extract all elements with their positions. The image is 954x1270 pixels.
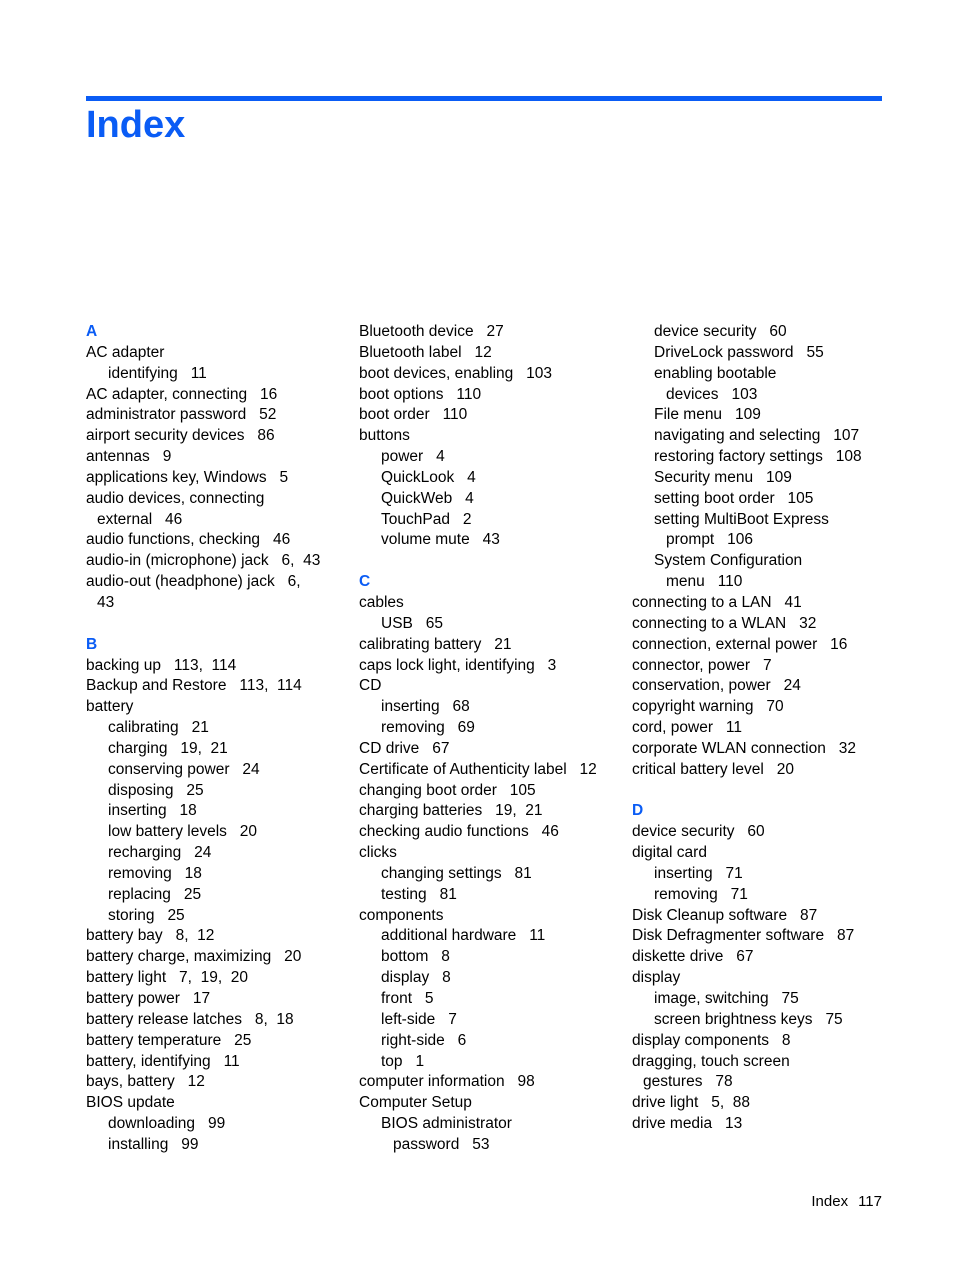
- index-entry: Disk Cleanup software 87: [632, 906, 818, 924]
- index-entry: battery charge, maximizing 20: [86, 948, 302, 966]
- index-entry: components: [359, 906, 444, 924]
- index-entry: Bluetooth label 12: [359, 343, 492, 361]
- index-subentry: removing 18: [108, 864, 202, 882]
- index-entry: battery light 7, 19, 20: [86, 969, 248, 987]
- index-entry: audio-out (headphone) jack 6,: [86, 573, 301, 591]
- index-subentry: external 46: [97, 510, 183, 528]
- index-subentry: QuickLook 4: [381, 468, 476, 486]
- index-column-3: [632, 322, 862, 1135]
- index-subentry: 43: [97, 593, 115, 611]
- index-entry: AC adapter: [86, 343, 165, 361]
- footer-label: Index: [811, 1193, 849, 1210]
- index-subentry: devices 103: [666, 385, 758, 403]
- index-entry: airport security devices 86: [86, 427, 275, 445]
- index-subentry: inserting 68: [381, 698, 470, 716]
- index-entry: connector, power 7: [632, 656, 772, 674]
- index-entry: antennas 9: [86, 448, 172, 466]
- index-entry: conservation, power 24: [632, 677, 801, 695]
- index-subentry: installing 99: [108, 1135, 199, 1153]
- index-subentry: inserting 71: [654, 864, 743, 882]
- index-entry: boot options 110: [359, 385, 482, 403]
- title-rule: [86, 96, 882, 101]
- index-subentry: DriveLock password 55: [654, 343, 824, 361]
- index-letter-heading: B: [86, 635, 98, 653]
- index-entry: cord, power 11: [632, 719, 742, 737]
- index-subentry: bottom 8: [381, 948, 450, 966]
- index-subentry: password 53: [393, 1135, 490, 1153]
- index-subentry: top 1: [381, 1052, 425, 1070]
- index-entry: audio-in (microphone) jack 6, 43: [86, 552, 321, 570]
- index-subentry: USB 65: [381, 614, 444, 632]
- index-entry: caps lock light, identifying 3: [359, 656, 557, 674]
- index-subentry: setting MultiBoot Express: [654, 510, 829, 528]
- index-entry: digital card: [632, 844, 707, 862]
- index-entry: critical battery level 20: [632, 760, 794, 778]
- index-subentry: image, switching 75: [654, 990, 799, 1007]
- index-entry: checking audio functions 46: [359, 823, 559, 841]
- page-footer: [811, 1192, 882, 1212]
- index-subentry: inserting 18: [108, 802, 197, 820]
- index-entry: applications key, Windows 5: [86, 468, 289, 486]
- index-entry: corporate WLAN connection 32: [632, 739, 857, 757]
- index-subentry: device security 60: [654, 323, 787, 340]
- index-subentry: additional hardware 11: [381, 927, 546, 945]
- index-subentry: charging 19, 21: [108, 739, 228, 757]
- index-column-1: [86, 322, 320, 1156]
- index-subentry: setting boot order 105: [654, 489, 814, 507]
- index-subentry: recharging 24: [108, 844, 212, 862]
- index-entry: backing up 113, 114: [86, 656, 237, 674]
- index-subentry: Security menu 109: [654, 468, 792, 486]
- index-subentry: gestures 78: [643, 1073, 733, 1091]
- index-entry: boot order 110: [359, 406, 468, 424]
- index-entry: audio devices, connecting: [86, 489, 265, 507]
- index-entry: connecting to a WLAN 32: [632, 614, 817, 632]
- index-letter-heading: D: [632, 802, 644, 820]
- index-subentry: replacing 25: [108, 885, 202, 903]
- index-spacer: [359, 551, 597, 572]
- index-letter-heading: C: [359, 573, 371, 591]
- index-subentry: QuickWeb 4: [381, 489, 474, 507]
- index-entry: device security 60: [632, 823, 765, 841]
- index-entry: boot devices, enabling 103: [359, 364, 553, 382]
- index-entry: drive light 5, 88: [632, 1094, 751, 1112]
- index-subentry: right-side 6: [381, 1031, 467, 1049]
- index-entry: connecting to a LAN 41: [632, 593, 802, 611]
- index-entry: BIOS update: [86, 1094, 175, 1112]
- index-entry: battery, identifying 11: [86, 1052, 240, 1070]
- index-entry: AC adapter, connecting 16: [86, 385, 278, 403]
- index-subentry: conserving power 24: [108, 760, 260, 778]
- index-entry: dragging, touch screen: [632, 1052, 790, 1070]
- index-entry: bays, battery 12: [86, 1073, 205, 1091]
- page-title: Index: [86, 104, 186, 146]
- index-entry: clicks: [359, 844, 397, 862]
- index-subentry: disposing 25: [108, 781, 204, 799]
- index-subentry: calibrating 21: [108, 719, 209, 737]
- page-number: 117: [858, 1193, 882, 1210]
- index-subentry: removing 71: [654, 885, 748, 903]
- index-subentry: TouchPad 2: [381, 510, 472, 528]
- index-subentry: left-side 7: [381, 1010, 457, 1028]
- index-subentry: power 4: [381, 448, 445, 466]
- index-subentry: File menu 109: [654, 406, 761, 424]
- index-subentry: enabling bootable: [654, 364, 777, 382]
- index-entry: battery temperature 25: [86, 1031, 252, 1049]
- index-entry: Bluetooth device 27: [359, 323, 504, 340]
- index-subentry: removing 69: [381, 719, 475, 737]
- index-subentry: navigating and selecting 107: [654, 427, 860, 445]
- index-entry: connection, external power 16: [632, 635, 848, 653]
- index-entry: charging batteries 19, 21: [359, 802, 543, 820]
- index-entry: display components 8: [632, 1031, 791, 1049]
- index-column-2: [359, 322, 597, 1156]
- index-subentry: prompt 106: [666, 531, 754, 549]
- index-entry: display: [632, 969, 681, 987]
- index-entry: CD drive 67: [359, 739, 450, 757]
- index-entry: battery power 17: [86, 990, 211, 1007]
- index-entry: changing boot order 105: [359, 781, 536, 799]
- index-subentry: System Configuration: [654, 552, 803, 570]
- index-subentry: changing settings 81: [381, 864, 532, 882]
- index-subentry: identifying 11: [108, 364, 207, 382]
- index-entry: calibrating battery 21: [359, 635, 512, 653]
- index-subentry: display 8: [381, 969, 451, 987]
- index-entry: diskette drive 67: [632, 948, 754, 966]
- index-subentry: downloading 99: [108, 1115, 226, 1133]
- index-subentry: BIOS administrator: [381, 1115, 512, 1133]
- index-entry: copyright warning 70: [632, 698, 784, 716]
- index-entry: battery release latches 8, 18: [86, 1010, 294, 1028]
- index-entry: buttons: [359, 427, 410, 445]
- index-entry: audio functions, checking 46: [86, 531, 291, 549]
- index-entry: drive media 13: [632, 1115, 743, 1133]
- index-entry: battery bay 8, 12: [86, 927, 215, 945]
- index-entry: cables: [359, 593, 404, 611]
- index-entry: Computer Setup: [359, 1094, 472, 1112]
- index-subentry: volume mute 43: [381, 531, 500, 549]
- index-entry: administrator password 52: [86, 406, 277, 424]
- index-entry: CD: [359, 677, 382, 695]
- index-subentry: testing 81: [381, 885, 457, 903]
- index-subentry: menu 110: [666, 573, 743, 591]
- index-spacer: [86, 614, 320, 635]
- index-letter-heading: A: [86, 323, 98, 340]
- index-subentry: low battery levels 20: [108, 823, 258, 841]
- index-entry: Disk Defragmenter software 87: [632, 927, 855, 945]
- index-spacer: [632, 781, 862, 802]
- index-entry: battery: [86, 698, 134, 716]
- index-subentry: screen brightness keys 75: [654, 1010, 843, 1028]
- index-entry: Backup and Restore 113, 114: [86, 677, 302, 695]
- index-subentry: front 5: [381, 990, 434, 1007]
- index-subentry: restoring factory settings 108: [654, 448, 862, 466]
- index-entry: Certificate of Authenticity label 12: [359, 760, 597, 778]
- index-entry: computer information 98: [359, 1073, 535, 1091]
- index-subentry: storing 25: [108, 906, 185, 924]
